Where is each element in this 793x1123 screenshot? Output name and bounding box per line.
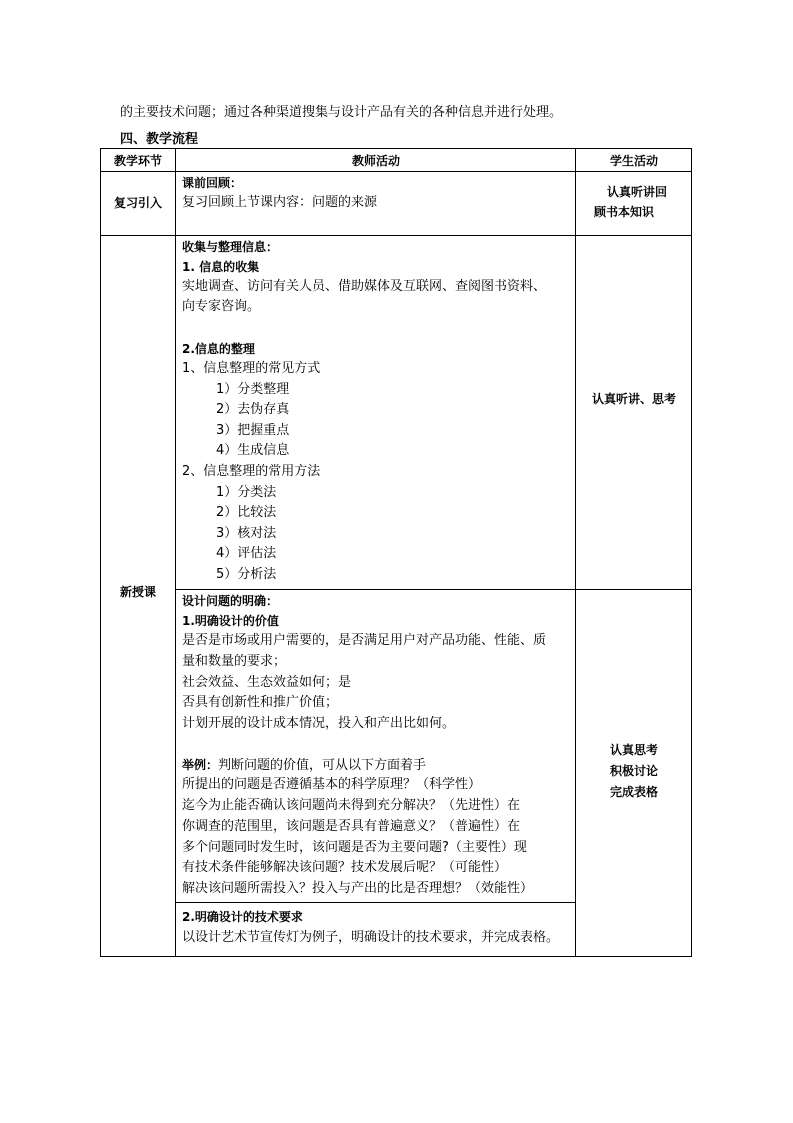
example-item-3: 你调查的范围里，该问题是否具有普遍意义？（普遍性）在 bbox=[182, 819, 521, 834]
methods-title: 2、信息整理的常用方法 bbox=[182, 464, 321, 479]
review-student-line-2: 顾书本知识 bbox=[594, 205, 655, 219]
header-stage: 教学环节 bbox=[113, 154, 162, 168]
collect-sub1-line-2: 向专家咨询。 bbox=[182, 299, 261, 314]
stage-new-lesson: 新授课 bbox=[119, 585, 156, 599]
way-item-4: 4）生成信息 bbox=[216, 443, 290, 458]
value-line-4: 否具有创新性和推广价值； bbox=[182, 695, 339, 710]
example-text: 判断问题的价值，可从以下方面着手 bbox=[218, 758, 427, 773]
method-item-4: 4）评估法 bbox=[216, 546, 277, 561]
way-item-2: 2）去伪存真 bbox=[216, 402, 290, 417]
way-item-3: 3）把握重点 bbox=[216, 423, 290, 438]
method-item-5: 5）分析法 bbox=[216, 567, 277, 582]
clarify-sub1: 1.明确设计的价值 bbox=[182, 614, 279, 628]
collect-sub2: 2.信息的整理 bbox=[182, 342, 255, 356]
section-heading: 四、教学流程 bbox=[120, 132, 199, 147]
value-line-3: 社会效益、生态效益如何；是 bbox=[182, 675, 352, 690]
example-item-1: 所提出的问题是否遵循基本的科学原理？（科学性） bbox=[182, 777, 482, 792]
method-item-1: 1）分类法 bbox=[216, 485, 277, 500]
collect-student: 认真听讲、思考 bbox=[591, 392, 676, 406]
review-title: 课前回顾： bbox=[182, 176, 243, 190]
example-label: 举例： bbox=[182, 758, 219, 772]
method-item-3: 3）核对法 bbox=[216, 526, 277, 541]
review-text: 复习回顾上节课内容：问题的来源 bbox=[182, 195, 378, 210]
intro-paragraph: 的主要技术问题；通过各种渠道搜集与设计产品有关的各种信息并进行处理。 bbox=[120, 105, 563, 120]
header-teacher: 教师活动 bbox=[351, 154, 400, 168]
clarify-student-line-2: 积极讨论 bbox=[609, 764, 658, 778]
collect-title: 收集与整理信息： bbox=[182, 240, 279, 254]
clarify-student-line-1: 认真思考 bbox=[609, 743, 658, 757]
value-line-1: 是否是市场或用户需要的，是否满足用户对产品功能、性能、质 bbox=[182, 633, 547, 648]
method-item-2: 2）比较法 bbox=[216, 505, 277, 520]
value-line-2: 量和数量的要求； bbox=[182, 654, 287, 669]
example-item-5: 有技术条件能够解决该问题？技术发展后呢？（可能性） bbox=[182, 860, 508, 875]
review-student-line-1: 认真听讲回 bbox=[607, 185, 668, 199]
example-item-6: 解决该问题所需投入？投入与产出的比是否理想？（效能性） bbox=[182, 881, 534, 896]
collect-sub1-line-1: 实地调查、访问有关人员、借助媒体及互联网、查阅图书资料、 bbox=[182, 279, 547, 294]
clarify-title: 设计问题的明确： bbox=[182, 594, 279, 608]
way-item-1: 1）分类整理 bbox=[216, 382, 290, 397]
tech-text: 以设计艺术节宣传灯为例子，明确设计的技术要求，并完成表格。 bbox=[182, 930, 560, 945]
clarify-student-line-3: 完成表格 bbox=[609, 785, 658, 799]
collect-sub1: 1. 信息的收集 bbox=[182, 260, 260, 274]
example-item-4: 多个问题同时发生时，该问题是否为主要问题?（主要性）现 bbox=[182, 840, 527, 855]
example-item-2: 迄今为止能否确认该问题尚未得到充分解决？（先进性）在 bbox=[182, 798, 521, 813]
example-line bbox=[182, 755, 426, 777]
stage-review: 复习引入 bbox=[113, 196, 162, 210]
header-student: 学生活动 bbox=[609, 154, 658, 168]
value-line-5: 计划开展的设计成本情况，投入和产出比如何。 bbox=[182, 716, 456, 731]
ways-title: 1、信息整理的常见方式 bbox=[182, 361, 321, 376]
tech-title: 2.明确设计的技术要求 bbox=[182, 910, 303, 924]
